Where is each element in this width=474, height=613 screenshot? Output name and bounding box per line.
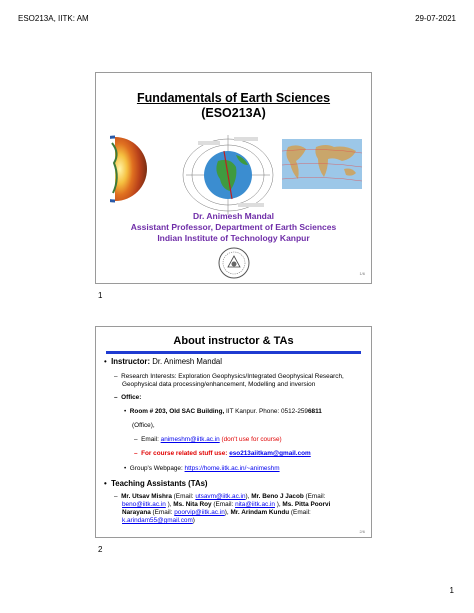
slide-1-number: 1/6 [359, 271, 365, 276]
webpage-line: • Group's Webpage: https://home.iitk.ac.in/~animeshm [124, 465, 280, 472]
author-name: Dr. Animesh Mandal [193, 211, 274, 221]
ta-email-link-nita[interactable]: nita@iitk.ac.in [235, 501, 275, 508]
slide-index-2: 2 [98, 545, 103, 554]
page-footer-number: 1 [449, 586, 454, 595]
slide-1-title: Fundamentals of Earth Sciences [136, 91, 331, 105]
ta-email-link-arindam[interactable]: k.arindam55@gmail.com [122, 517, 193, 524]
dash-icon: – [134, 450, 142, 457]
tas-heading: • Teaching Assistants (TAs) [104, 479, 208, 488]
group-webpage-link[interactable]: https://home.iitk.ac.in/~animeshm [184, 465, 280, 472]
email-line: – Email: animeshm@iitk.ac.in (don't use for course) [134, 436, 282, 443]
research-interests-line1: – Research Interests: Exploration Geophysics/Integrated Geophysical Research, [114, 373, 344, 380]
ta-email-link-utsav[interactable]: utsavm@iitk.ac.in [195, 493, 246, 500]
document-header-left: ESO213A, IITK: AM [18, 14, 89, 23]
ta-email-link-beno[interactable]: beno@iitk.ac.in [122, 501, 166, 508]
instructor-email-link[interactable]: animeshm@iitk.ac.in [160, 436, 220, 443]
slide-2 [95, 326, 372, 538]
title-underline-bar [106, 351, 361, 354]
bullet-icon: • [104, 479, 112, 488]
dash-icon: – [114, 493, 122, 500]
geomagnetic-field-image [178, 131, 278, 215]
ta-line-2: beno@iitk.ac.in ), Ms. Nita Roy (Email: nita@iitk.ac.in ), Ms. Pitta Poorvi [122, 501, 331, 508]
course-email-line: – For course related stuff use: eso213aiitkam@gmail.com [134, 450, 311, 457]
world-map-image [282, 139, 362, 189]
iitk-logo [218, 247, 250, 279]
slide-index-1: 1 [98, 291, 103, 300]
earth-interior-image [110, 133, 170, 205]
bullet-icon: • [124, 408, 130, 415]
ta-line-4: k.arindam55@gmail.com) [122, 517, 195, 524]
dash-icon: – [114, 394, 122, 401]
document-header-date: 29-07-2021 [415, 14, 456, 23]
ta-email-link-poorvi[interactable]: poorvip@iitk.ac.in [174, 509, 225, 516]
ta-line-3: Narayana (Email: poorvip@iitk.ac.in), Mr. Arindam Kundu (Email: [122, 509, 311, 516]
instructor-line: • Instructor: Dr. Animesh Mandal [104, 357, 223, 366]
research-interests-line2: Geophysical data processing/enhancement, Modelling and inversion [122, 381, 316, 388]
course-email-link[interactable]: eso213aiitkam@gmail.com [229, 450, 311, 457]
bullet-icon: • [104, 357, 112, 366]
institute-name: Indian Institute of Technology Kanpur [157, 233, 310, 243]
author-title: Assistant Professor, Department of Earth Sciences [130, 222, 337, 232]
office-room-line: • Room # 203, Old SAC Building, IIT Kanpur. Phone: 0512-2596811 [124, 408, 322, 415]
office-heading: – Office: [114, 394, 142, 401]
dash-icon: – [134, 436, 142, 443]
slide-2-number: 2/6 [359, 529, 365, 534]
slide-2-title: About instructor & TAs [173, 335, 294, 347]
dash-icon: – [114, 373, 122, 380]
bullet-icon: • [124, 465, 130, 472]
slide-1 [95, 72, 372, 284]
slide-1-course-code: (ESO213A) [201, 106, 266, 120]
ta-line-1: – Mr. Utsav Mishra (Email: utsavm@iitk.ac.in), Mr. Beno J Jacob (Email: [114, 493, 326, 500]
office-paren: (Office), [132, 422, 155, 429]
